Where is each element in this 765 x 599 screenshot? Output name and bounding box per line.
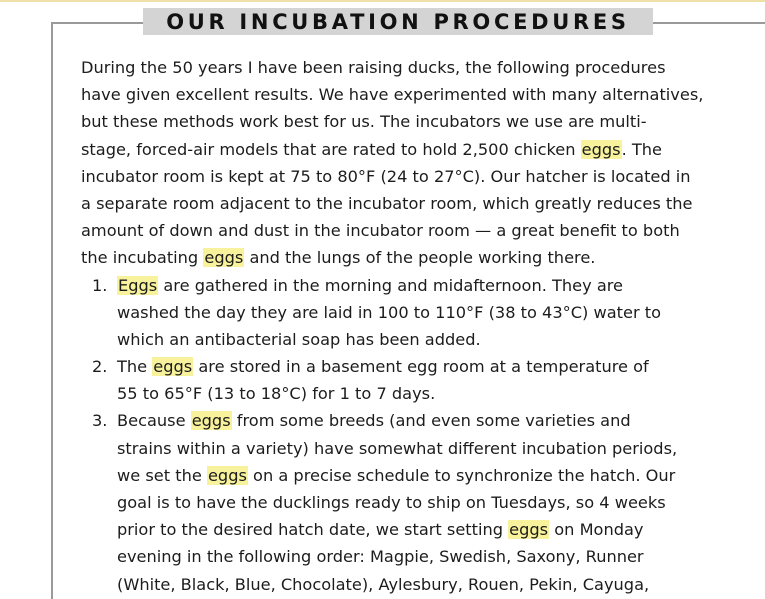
text-line: which an antibacterial soap has been added.	[117, 329, 481, 349]
text-line: incubator room is kept at 75 to 80°F (24 to 27°C). Our hatcher is located in	[81, 166, 691, 186]
text-line: Eggs are gathered in the morning and midafternoon. They are	[118, 275, 623, 295]
list-item	[81, 407, 765, 597]
text-line: have given excellent results. We have experimented with many alternatives,	[81, 85, 704, 105]
intro-paragraph	[81, 54, 765, 272]
text-line: amount of down and dust in the incubator room — a great benefit to both	[81, 221, 680, 241]
text-line: During the 50 years I have been raising ducks, the following procedures	[81, 58, 666, 77]
list-item-number: 2.	[92, 357, 108, 377]
frame-top-border-right	[652, 22, 765, 24]
list-item	[81, 272, 765, 354]
frame-left-border	[51, 22, 53, 599]
text-line: the incubating eggs and the lungs of the people working there.	[81, 248, 596, 268]
text-line: Because eggs from some breeds (and even some varieties and	[117, 411, 631, 431]
list-item-number: 3.	[92, 411, 108, 431]
frame-top-border-left	[51, 22, 144, 24]
text-line: washed the day they are laid in 100 to 110°F (38 to 43°C) water to	[117, 302, 662, 322]
highlighted-word: eggs	[191, 411, 231, 431]
highlighted-word: Eggs	[118, 275, 158, 295]
list-item	[81, 353, 765, 407]
top-rule	[0, 0, 765, 2]
article-body	[81, 54, 765, 598]
text-line: stage, forced-air models that are rated to hold 2,500 chicken eggs. The	[81, 139, 662, 159]
page-title: OUR INCUBATION PROCEDURES	[166, 9, 630, 34]
text-line: prior to the desired hatch date, we start setting eggs on Monday	[117, 520, 644, 540]
highlighted-word: eggs	[153, 357, 193, 377]
text-line: 55 to 65°F (13 to 18°C) for 1 to 7 days.	[117, 384, 436, 404]
highlighted-word: eggs	[207, 465, 247, 485]
procedure-list	[81, 272, 765, 598]
text-line: The eggs are stored in a basement egg room at a temperature of	[117, 357, 649, 377]
text-line: but these methods work best for us. The incubators we use are multi-	[81, 112, 647, 132]
text-line: we set the eggs on a precise schedule to synchronize the hatch. Our	[117, 465, 676, 485]
text-line: evening in the following order: Magpie, Swedish, Saxony, Runner	[117, 547, 644, 567]
list-item-number: 1.	[92, 275, 108, 295]
highlighted-word: eggs	[581, 139, 621, 159]
highlighted-word: eggs	[204, 248, 244, 268]
title-bar	[143, 8, 653, 35]
text-line: goal is to have the ducklings ready to ship on Tuesdays, so 4 weeks	[117, 493, 666, 512]
text-line: a separate room adjacent to the incubator room, which greatly reduces the	[81, 193, 693, 213]
highlighted-word: eggs	[509, 520, 549, 540]
text-line: (White, Black, Blue, Chocolate), Aylesbury, Rouen, Pekin, Cayuga,	[117, 574, 650, 594]
text-line: strains within a variety) have somewhat different incubation periods,	[117, 438, 678, 458]
